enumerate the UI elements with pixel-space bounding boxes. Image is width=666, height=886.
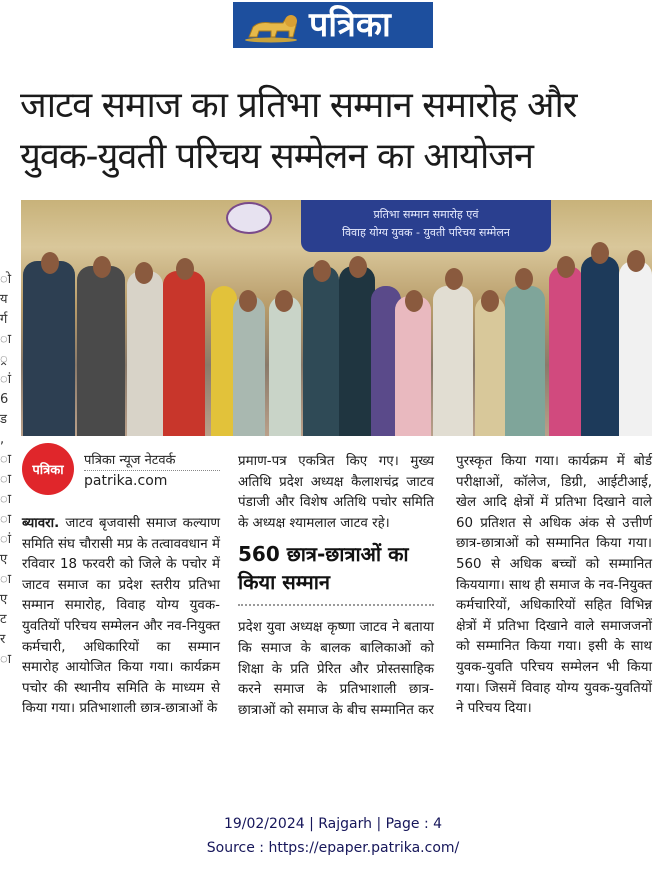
dateline: ब्यावरा. xyxy=(22,516,60,531)
footer-source: Source : https://epaper.patrika.com/ xyxy=(206,840,460,856)
adjacent-article-fragment: ो य र्ग ा ्र ां 6 ड , ा ा ा ा ां ए ा ए ट र ा xyxy=(0,272,12,667)
source-footer xyxy=(0,812,666,860)
masthead-logo xyxy=(233,2,433,48)
article-text-col2-top: प्रमाण-पत्र एकत्रित किए गए। मुख्य अतिथि प्रदेश अध्यक्ष कैलाशचंद्र जाटव पंडाजी और विशेष अतिथि पचोर समिति के अध्यक्ष श्यामलाल जाटव रहे। xyxy=(238,454,434,531)
event-photo xyxy=(21,200,652,436)
article-column-3 xyxy=(456,452,652,720)
site-link[interactable]: patrika.com xyxy=(84,472,168,489)
article-text-col1: जाटव बृजवासी समाज कल्याण समिति संघ चौरासी मप्र के तत्वाववधान में रविवार 18 फरवरी को जिले के पचोर में जाटव समाज का प्रदेश स्तरीय प्रतिभा सम्मान समारोह, विवाह योग्य युवक-युवतियों परिचय सम्मेलन और नव-नियुक्त कर्मचारी, अधिकारियों का सम्मान समारोह आयोजित किया गया। कार्यक्रम पचोर की स्थानीय समिति के माध्यम से किया गया। प्रतिभाशाली छात्र-छात्राओं के xyxy=(22,516,220,717)
subheading: 560 छात्र-छात्राओं का किया सम्मान xyxy=(238,542,409,595)
headline xyxy=(20,80,660,182)
brand-name: पत्रिका xyxy=(309,5,391,45)
dotted-divider xyxy=(238,604,434,606)
article-column-1 xyxy=(22,514,220,720)
banner-line-2: विवाह योग्य युवक - युवती परिचय सम्मेलन xyxy=(342,226,510,239)
article-text-col2-bottom: प्रदेश युवा अध्यक्ष कृष्णा जाटव ने बताया कि समाज के बालक बालिकाओं को शिक्षा के प्रति प्रेरित और प्रोस्तसाहिक करने समाज के प्रतिभाशाली छात्र-छात्राओं को समाज के बीच सम्मानित कर xyxy=(238,620,434,718)
emblem-icon xyxy=(226,202,272,234)
article-text-col3: पुरस्कृत किया गया। कार्यक्रम में बोर्ड परीक्षाओं, कॉलेज, डिग्री, आईटीआई, खेल आदि क्षेत्रों में प्रतिभा दिखाने वाले 60 प्रतिशत से अधिक अंक से उत्तीर्ण छात्र-छात्राओं को सम्मानित किया गया। 560 से अधिक बच्चों को सम्मानित किययागा। साथ ही समाज के नव-नियुक्त कर्मचारियों, अधिकारियों सहित विभिन्न क्षेत्रों में प्रतिभा दिखाने वाले समाजजनों को सम्मानित किया गया। इसी के साथ युवक-युवति परिचय सम्मेलन भी किया गया। जिसमें विवाह योग्य युवक-युवतियों ने परिचय दिया। xyxy=(456,454,652,717)
byline xyxy=(22,444,232,494)
article-column-2 xyxy=(238,452,434,721)
patrika-logo-badge: पत्रिका xyxy=(22,443,74,495)
banner-line-1: प्रतिभा सम्मान समारोह एवं xyxy=(373,208,479,221)
headline-line-2: युवक-युवती परिचय सम्मेलन का आयोजन xyxy=(20,136,533,177)
lion-icon xyxy=(241,7,301,43)
news-network-label: पत्रिका न्यूज नेटवर्क xyxy=(84,450,220,471)
footer-edition-info: 19/02/2024 | Rajgarh | Page : 4 xyxy=(223,816,443,832)
event-banner xyxy=(301,200,551,252)
headline-line-1: जाटव समाज का प्रतिभा सम्मान समारोह और xyxy=(20,85,577,126)
